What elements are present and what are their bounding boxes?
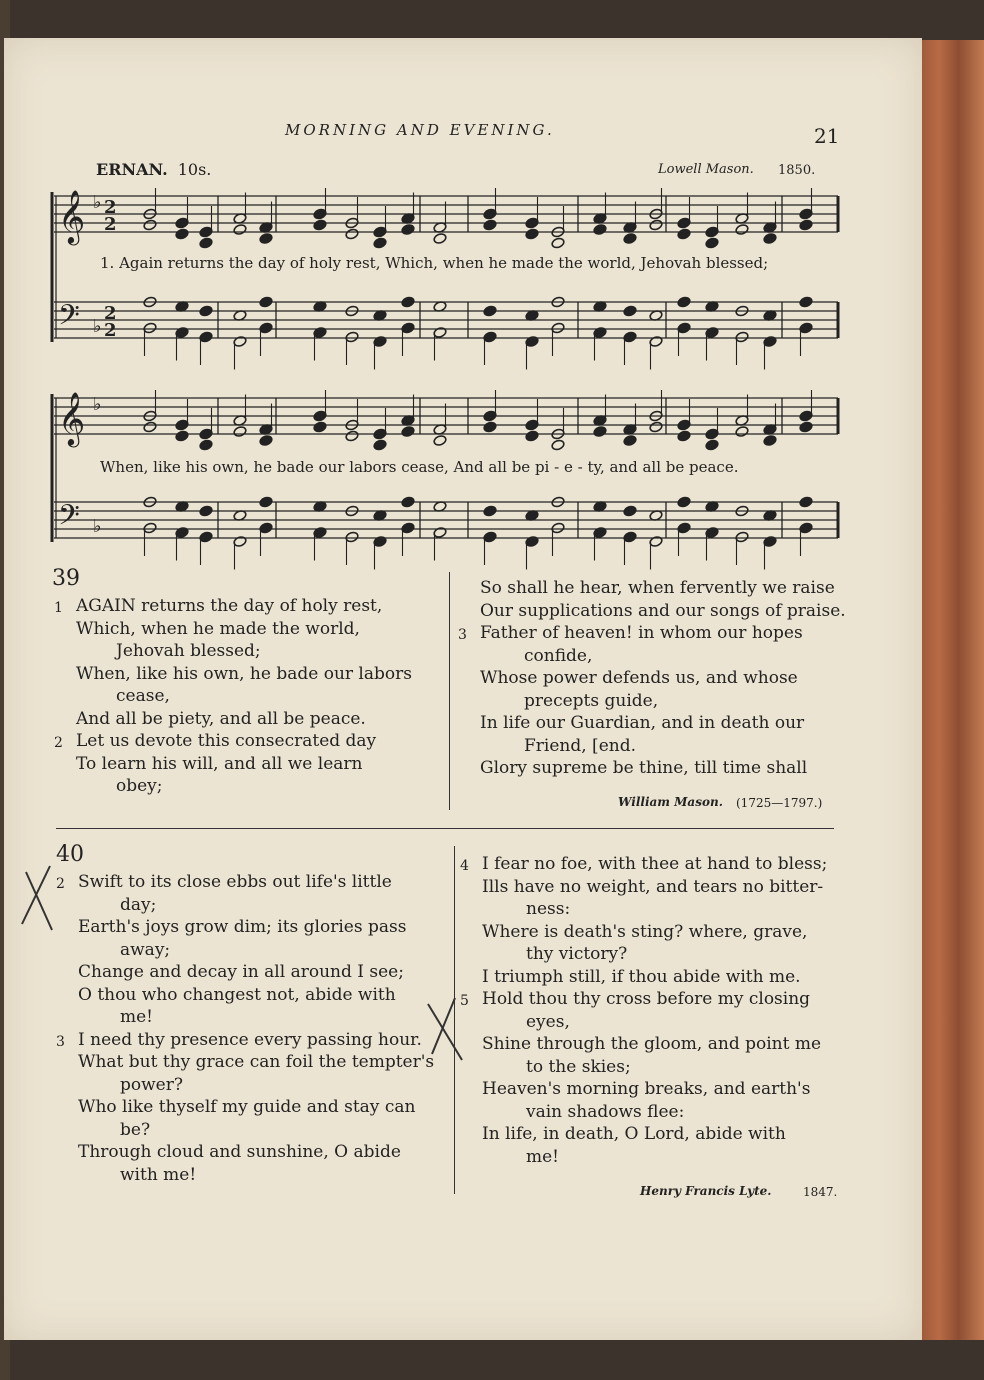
hymn-line: O thou who changest not, abide with — [78, 984, 396, 1005]
bass-clef: 𝄢 — [58, 499, 80, 539]
hymn-line: And all be piety, and all be peace. — [76, 708, 366, 729]
hymn-line: So shall he hear, when fervently we raise — [480, 578, 835, 598]
hymn-line: me! — [526, 1146, 560, 1167]
verse-number: 1 — [54, 600, 63, 616]
hymn-line: Where is death's sting? where, grave, — [482, 921, 808, 942]
hymn-line: Jehovah blessed; — [116, 641, 261, 661]
hymn-line: power? — [120, 1074, 183, 1095]
hymn-line: I fear no foe, with thee at hand to bless; — [482, 854, 828, 874]
treble-clef: 𝄞 — [58, 189, 86, 243]
hymn-line: Ills have no weight, and tears no bitter- — [482, 876, 824, 897]
verse-number: 4 — [460, 858, 469, 874]
flat-sign: ♭ — [93, 394, 102, 415]
composer: Lowell Mason. — [658, 162, 754, 177]
hymn-line: away; — [120, 939, 171, 960]
hymn-40-number: 40 — [56, 842, 84, 867]
tune-meter: 10s. — [177, 160, 212, 179]
hymn-line: with me! — [120, 1164, 197, 1185]
hymn-line: obey; — [116, 776, 163, 796]
hymn-line: ness: — [526, 899, 571, 919]
hymn-40-author: Henry Francis Lyte. — [640, 1184, 772, 1198]
treble-clef: 𝄞 — [58, 391, 86, 445]
hymn-line: to the skies; — [526, 1056, 631, 1077]
flat-sign: ♭ — [93, 192, 102, 213]
hymn-line: eyes, — [526, 1011, 570, 1032]
hymn-line: I triumph still, if thou abide with me. — [482, 966, 801, 987]
verse-number: 3 — [56, 1033, 65, 1050]
hymn-line: What but thy grace can foil the tempter's — [78, 1052, 435, 1072]
hymn-line: When, like his own, he bade our labors — [76, 663, 412, 684]
running-title: MORNING AND EVENING. — [285, 121, 555, 139]
time-sig: 2 — [104, 320, 117, 341]
verse-number: 5 — [460, 993, 469, 1009]
hymn-line: cease, — [116, 686, 170, 706]
flat-sign: ♭ — [93, 316, 102, 337]
hymn-line: Whose power defends us, and whose — [480, 668, 798, 688]
lyric-line-1: 1. Again returns the day of holy rest, Which, when he made the world, Jehovah blessed; — [100, 254, 769, 272]
hymn-line: AGAIN returns the day of holy rest, — [76, 596, 383, 616]
composer-year: 1850. — [778, 163, 816, 178]
hymn-line: Shine through the gloom, and point me — [482, 1034, 822, 1054]
tune-title: ERNAN. — [96, 160, 168, 179]
hymn-line: Friend, [end. — [524, 735, 636, 756]
time-sig: 2 — [104, 197, 117, 218]
hymn-line: confide, — [524, 645, 593, 666]
hymn-line: In life our Guardian, and in death our — [480, 713, 805, 733]
hymn-line: Our supplications and our songs of praise. — [480, 600, 846, 621]
time-sig: 2 — [104, 303, 117, 324]
hymn-line: Change and decay in all around I see; — [78, 962, 404, 982]
hymn-line: Swift to its close ebbs out life's little — [78, 872, 392, 892]
hymn-line: In life, in death, O Lord, abide with — [482, 1124, 786, 1144]
hymn-line: day; — [120, 894, 157, 915]
time-sig: 2 — [104, 214, 117, 235]
hymn-line: me! — [120, 1007, 154, 1027]
hymn-line: thy victory? — [526, 944, 628, 964]
hymn-40-author-year: 1847. — [803, 1185, 838, 1199]
hymn-line: Which, when he made the world, — [76, 618, 360, 639]
hymn-line: Through cloud and sunshine, O abide — [78, 1142, 401, 1162]
hymn-line: Hold thou thy cross before my closing — [482, 989, 811, 1009]
bass-clef: 𝄢 — [58, 299, 80, 339]
hymn-line: vain shadows flee: — [526, 1101, 685, 1122]
hymn-line: Let us devote this consecrated day — [76, 731, 377, 751]
hymn-line: Heaven's morning breaks, and earth's — [482, 1079, 811, 1099]
hymn-line: Who like thyself my guide and stay can — [78, 1097, 416, 1117]
hymn-line: be? — [120, 1119, 151, 1140]
hymn-line: I need thy presence every passing hour. — [78, 1029, 422, 1050]
hymn-39-number: 39 — [52, 566, 80, 591]
hymn-line: Earth's joys grow dim; its glories pass — [78, 917, 407, 937]
page-number: 21 — [814, 124, 840, 148]
hymn-39-author: William Mason. — [618, 795, 723, 809]
hymn-line: Father of heaven! in whom our hopes — [480, 623, 803, 643]
hymn-line: Glory supreme be thine, till time shall — [480, 758, 808, 778]
verse-number: 2 — [54, 735, 63, 751]
lyric-line-2: When, like his own, he bade our labors cease, And all be pi - e - ty, and all be peace. — [100, 458, 739, 476]
hymn-line: To learn his will, and all we learn — [76, 753, 363, 774]
hymn-line: precepts guide, — [524, 690, 659, 711]
flat-sign: ♭ — [93, 516, 102, 537]
hymn-39-author-years: (1725—1797.) — [736, 796, 823, 810]
verse-number: 2 — [56, 876, 65, 892]
verse-number: 3 — [458, 627, 467, 643]
